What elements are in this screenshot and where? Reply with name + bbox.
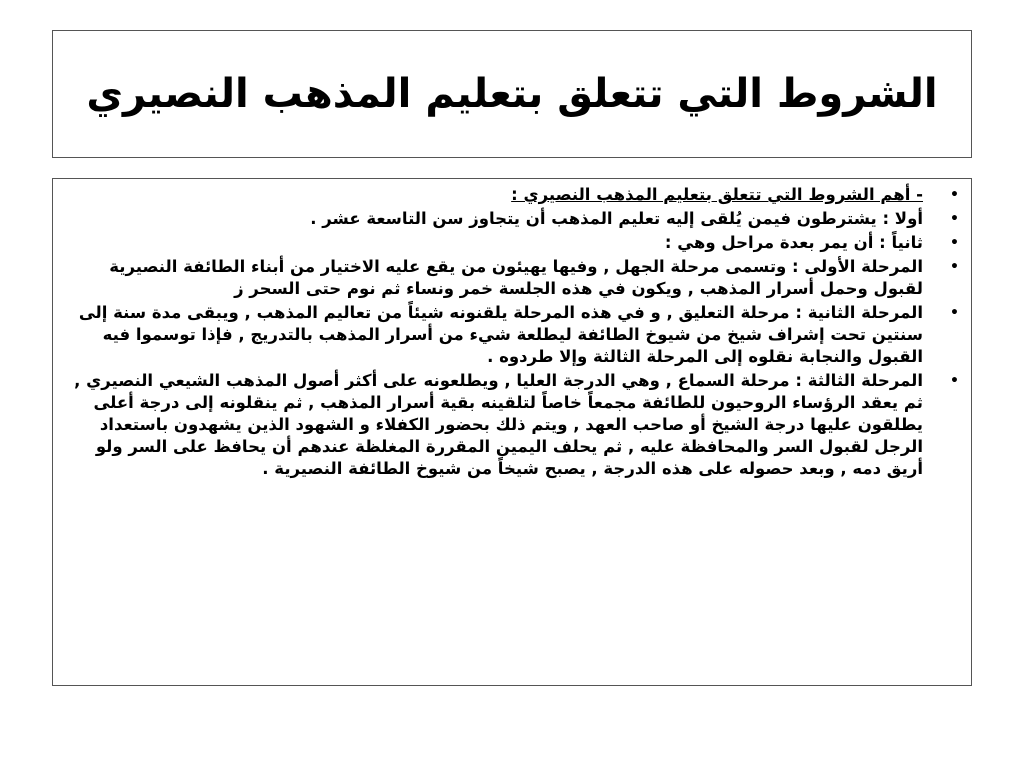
bullet-marker-icon: • [950, 305, 959, 321]
bullet-stage-two [71, 302, 959, 368]
bullet-marker-icon: • [950, 235, 959, 251]
slide-title: الشروط التي تتعلق بتعليم المذهب النصيري [86, 71, 938, 117]
bullet-marker-icon: • [950, 373, 959, 389]
bullet-heading-text: - أهم الشروط التي تتعلق بتعليم المذهب النصيري : [511, 185, 923, 204]
bullet-condition-first [71, 208, 959, 230]
bullet-marker-icon: • [950, 187, 959, 203]
bullet-text: ثانياً : أن يمر بعدة مراحل وهي : [664, 233, 923, 252]
title-box [52, 30, 972, 158]
bullet-text: المرحلة الثالثة : مرحلة السماع , وهي الدرجة العليا , ويطلعونه على أكثر أصول المذهب الشيعي النصيري , ثم يعقد الرؤساء الروحيون للطائفة مجمعاً خاصاً لتلقينه بقية أسرار المذهب , ثم ينقلونه إلى درجة أعلى يطلقون عليها درجة الشيخ أو صاحب العهد , ويتم ذلك بحضور الكفلاء و الشهود الذين يشهدون باستعداد الرجل لقبول السر والمحافظة عليه , ثم يحلف اليمين المقررة المغلظة عندهم أن يحافظ على السر ولو أريق دمه , وبعد حصوله على هذه الدرجة , يصبح شيخاً من شيوخ الطائفة النصيرية . [74, 371, 923, 478]
bullet-text: المرحلة الثانية : مرحلة التعليق , و في هذه المرحلة يلقنونه شيئاً من تعاليم المذهب , ويبقى مدة سنة إلى سنتين تحت إشراف شيخ من شيوخ الطائفة ليطلعة شيء من أسرار المذهب بالتدريج , فإذا توسموا فيه القبول والنجابة نقلوه إلى المرحلة الثالثة وإلا طردوه . [78, 303, 923, 366]
bullet-list [71, 184, 959, 480]
bullet-marker-icon: • [950, 211, 959, 227]
content-box [52, 178, 972, 686]
bullet-text: المرحلة الأولى : وتسمى مرحلة الجهل , وفيها يهيئون من يقع عليه الاختيار من أبناء الطائفة النصيرية لقبول وحمل أسرار المذهب , ويكون في هذه الجلسة خمر ونساء ثم نوم حتى السحر ز [109, 257, 923, 298]
bullet-marker-icon: • [950, 259, 959, 275]
bullet-text: أولا : يشترطون فيمن يُلقى إليه تعليم المذهب أن يتجاوز سن التاسعة عشر . [310, 209, 923, 228]
bullet-condition-second [71, 232, 959, 254]
bullet-stage-one [71, 256, 959, 300]
bullet-heading [71, 184, 959, 206]
bullet-stage-three [71, 370, 959, 480]
